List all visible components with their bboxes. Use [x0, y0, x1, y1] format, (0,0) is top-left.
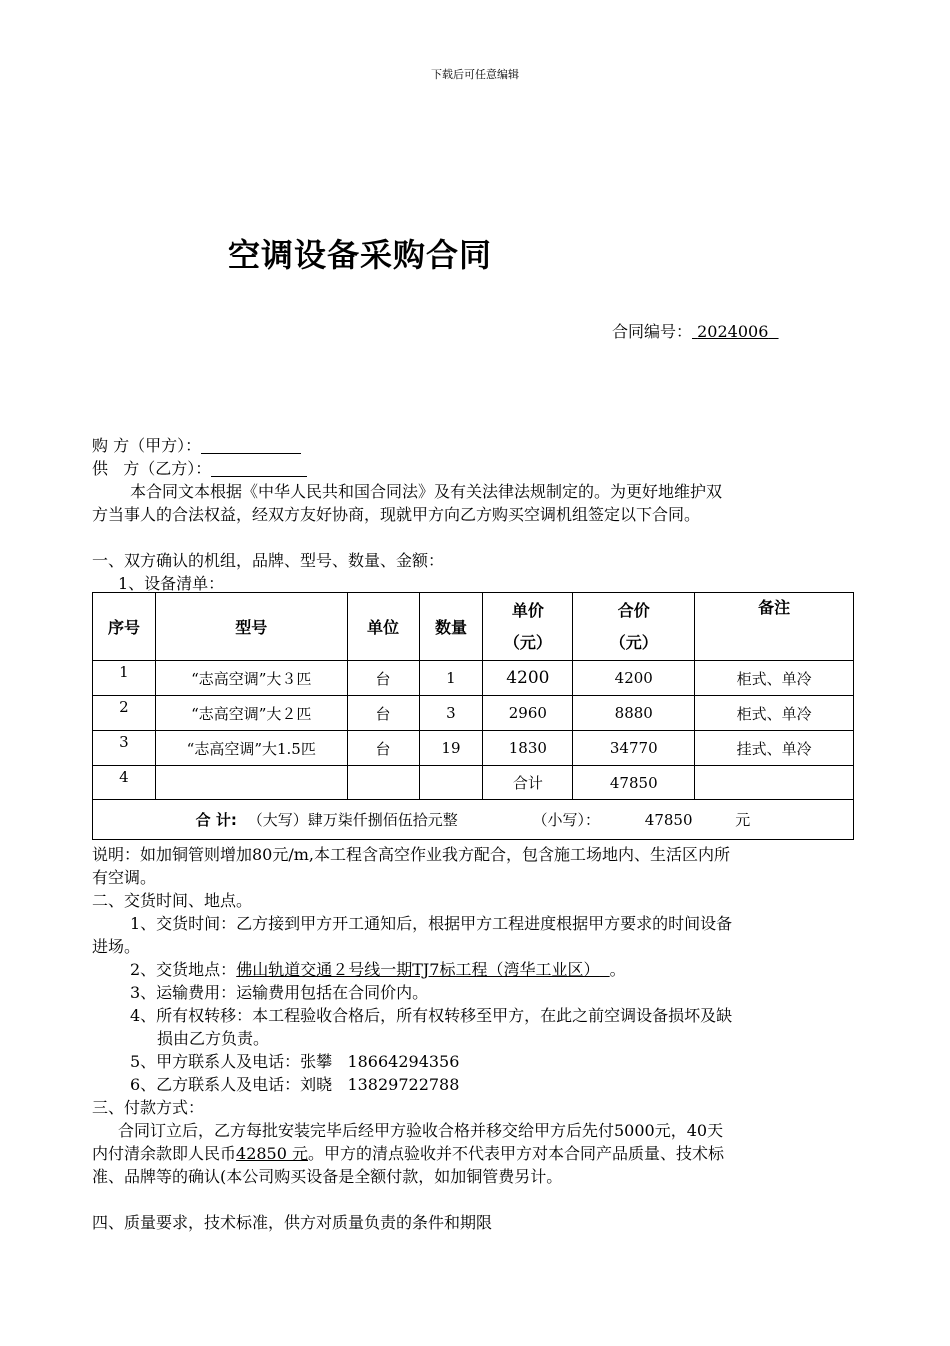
- section2-item6: 6、乙方联系人及电话：刘晓 13829722788: [130, 1075, 460, 1094]
- intro-line-2: 方当事人的合法权益，经双方友好协商，现就甲方向乙方购买空调机组签定以下合同。: [92, 505, 701, 524]
- section4-title: 四、质量要求，技术标准，供方对质量负责的条件和期限: [92, 1213, 493, 1232]
- section2-item1: 1、交货时间：乙方接到甲方开工通知后，根据甲方工程进度根据甲方要求的时间设备: [130, 914, 733, 933]
- payment-amount: 42850 元: [236, 1144, 309, 1163]
- contract-number-label: 合同编号：: [612, 322, 693, 341]
- buyer-blank: [201, 437, 301, 454]
- section2-item3: 3、运输费用：运输费用包括在合同价内。: [130, 983, 429, 1002]
- sum-upper-label: （大写）: [247, 811, 308, 829]
- col-price: 单价 （元）: [483, 593, 573, 661]
- section1-title: 一、双方确认的机组，品牌、型号、数量、金额：: [92, 551, 445, 570]
- seller-line: [92, 457, 307, 480]
- sum-upper-value: 肆万柒仟捌佰伍拾元整: [307, 811, 458, 829]
- sum-lower-value: 47850: [644, 811, 693, 829]
- col-qty: 数量: [419, 593, 483, 661]
- col-total: 合价 （元）: [573, 593, 695, 661]
- sum-lower-label: （小写）：: [532, 811, 601, 829]
- sum-currency: 元: [735, 811, 751, 829]
- explain-line-1: 说明：如加铜管则增加80元/m,本工程含高空作业我方配合，包含施工场地内、生活区内所: [92, 845, 731, 864]
- table-sum-row: [93, 800, 854, 840]
- section1-sub: 1、设备清单：: [118, 574, 225, 593]
- section3-line-3: 准、品牌等的确认(本公司购买设备是全额付款，如加铜管费另计。: [92, 1167, 563, 1186]
- col-model: 型号: [155, 593, 347, 661]
- section3-title: 三、付款方式：: [92, 1098, 205, 1117]
- section3-line-1: 合同订立后，乙方每批安装完毕后经甲方验收合格并移交给甲方后先付5000元，40天: [118, 1121, 724, 1140]
- buyer-label: 购 方（甲方）：: [92, 436, 202, 455]
- sum-label: 合 计:: [195, 811, 237, 829]
- col-seq: 序号: [93, 593, 156, 661]
- col-unit: 单位: [347, 593, 419, 661]
- buyer-line: [92, 434, 301, 457]
- section3-line-2: 内付清余款即人民币42850 元。甲方的清点验收并不代表甲方对本合同产品质量、技术标: [92, 1144, 725, 1163]
- table-row: 1 “志高空调”大３匹 台 1 4200 4200 柜式、单冷: [93, 661, 854, 696]
- header-note: 下载后可任意编辑: [431, 68, 519, 81]
- section2-item5: 5、甲方联系人及电话：张攀 18664294356: [130, 1052, 460, 1071]
- equipment-table: [92, 592, 854, 840]
- section2-item2: 2、交货地点：佛山轨道交通２号线一期TJ7标工程（湾华工业区） 。: [130, 960, 626, 979]
- delivery-location: 佛山轨道交通２号线一期TJ7标工程（湾华工业区）: [236, 960, 600, 979]
- col-remark: 备注: [695, 593, 854, 661]
- section2-item4: 4、所有权转移：本工程验收合格后，所有权转移至甲方，在此之前空调设备损坏及缺: [130, 1006, 733, 1025]
- document-title: 空调设备采购合同: [228, 236, 493, 274]
- section2-title: 二、交货时间、地点。: [92, 891, 253, 910]
- table-row: 3 “志高空调”大1.5匹 台 19 1830 34770 挂式、单冷: [93, 731, 854, 766]
- contract-number-value: 2024006: [697, 322, 769, 341]
- table-row: 4 合计 47850: [93, 766, 854, 800]
- explain-line-2: 有空调。: [92, 868, 157, 887]
- table-header-row: [93, 593, 854, 661]
- intro-line-1: 本合同文本根据《中华人民共和国合同法》及有关法律法规制定的。为更好地维护双: [130, 482, 723, 501]
- table-row: 2 “志高空调”大２匹 台 3 2960 8880 柜式、单冷: [93, 696, 854, 731]
- seller-blank: [211, 460, 307, 477]
- section2-item1-cont: 进场。: [92, 937, 141, 956]
- contract-number: [612, 320, 779, 343]
- seller-label: 供 方（乙方）：: [92, 459, 212, 478]
- section2-item4-cont: 损由乙方负责。: [157, 1029, 270, 1048]
